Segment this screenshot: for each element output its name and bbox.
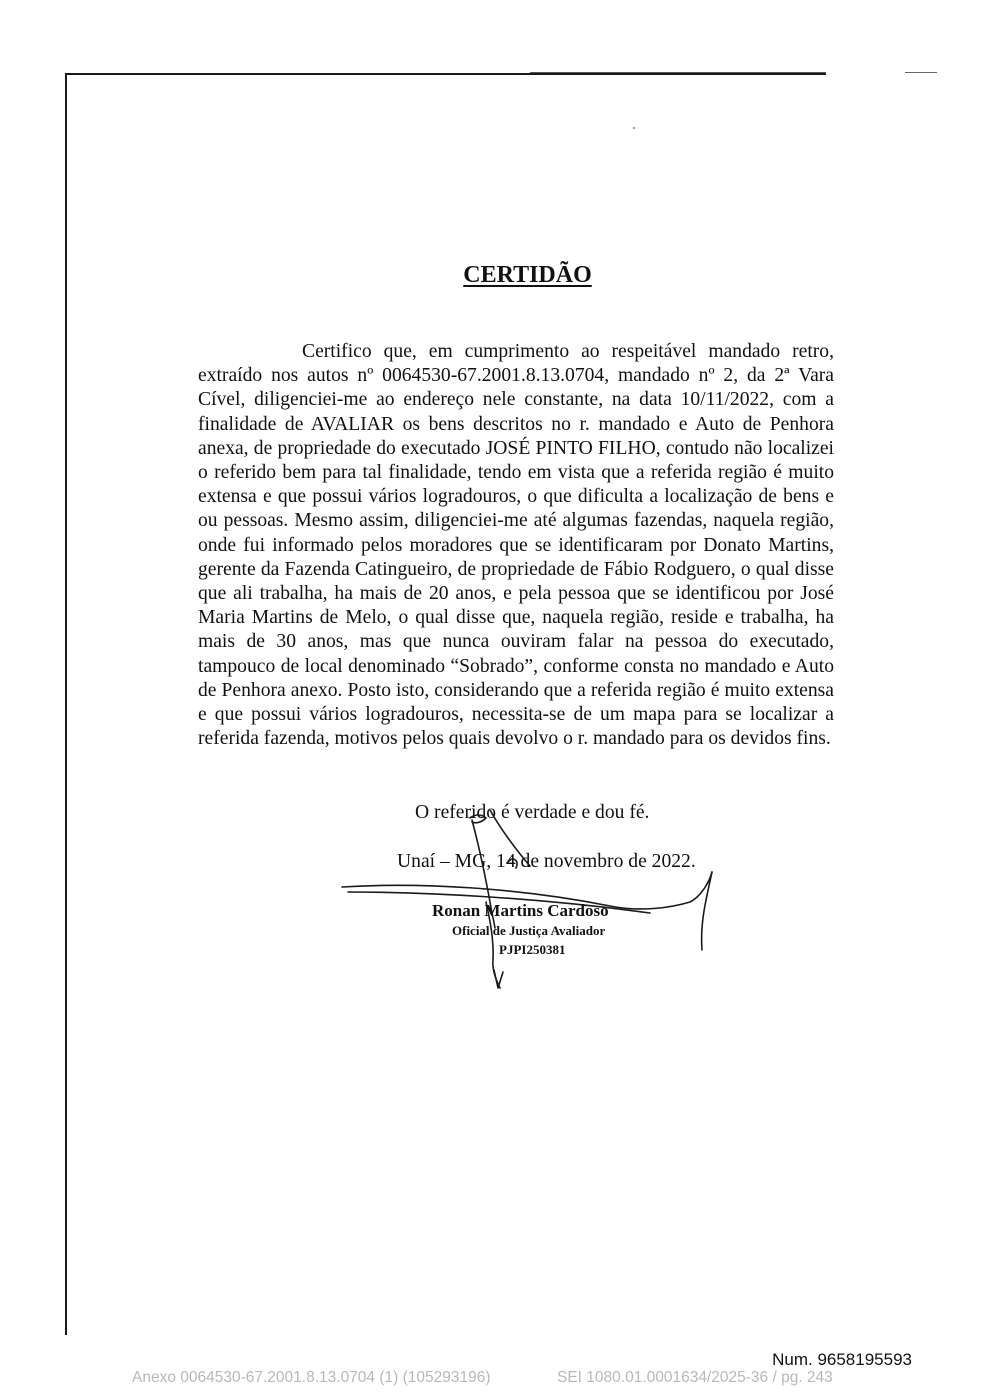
document-body-text: Certifico que, em cumprimento ao respeitável mandado retro, extraído nos autos nº 0064530-67.2001.8.13.0704, mandado nº 2, da 2ª Vara Cível, diligenciei-me ao endereço nele constante, na data 10/11/2022, com a finalidade de AVALIAR os bens descritos no r. mandado e Auto de Penhora anexa, de propriedade do executado JOSÉ PINTO FILHO, contudo não localizei o referido bem para tal finalidade, tendo em vista que a referida região é muito extensa e que possui vários logradouros, o que dificulta a localização de bens e ou pessoas. Mesmo assim, diligenciei-me até algumas fazendas, naquela região, onde fui informado pelos moradores que se identificaram por Donato Martins, gerente da Fazenda Catingueiro, de propriedade de Fábio Rodguero, o qual disse que ali trabalha, ha mais de 20 anos, e pela pessoa que se identificou por José Maria Martins de Melo, o qual disse que, naquela região, reside e trabalha, ha mais de 30 anos, mas que nunca ouviram falar na pessoa do executado, tampouco de local denominado “Sobrado”, conforme consta no mandado e Auto de Penhora anexo. Posto isto, considerando que a referida região é muito extensa e que possui vários logradouros, necessita-se de um mapa para se localizar a referida fazenda, motivos pelos quais devolvo o r. mandado para os devidos fins. (198, 341, 834, 750)
scan-border-top (66, 73, 826, 75)
place-and-date: Unaí – MG, 14 de novembro de 2022. (397, 851, 696, 872)
signer-name: Ronan Martins Cardoso (432, 901, 609, 920)
closing-statement: O referido é verdade e dou fé. (415, 802, 650, 823)
footer-sei-reference: SEI 1080.01.0001634/2025-36 / pg. 243 (557, 1369, 833, 1386)
document-title: CERTIDÃO (463, 262, 592, 288)
signer-id: PJPI250381 (499, 942, 566, 957)
document-number-stamp: Num. 9658195593 (772, 1350, 912, 1369)
scan-border-dash (905, 72, 937, 73)
footer-annex-reference: Anexo 0064530-67.2001.8.13.0704 (1) (105293196) (132, 1369, 491, 1386)
signer-role: Oficial de Justiça Avaliador (452, 923, 606, 938)
scan-border-top-secondary (530, 72, 826, 73)
document-body (198, 340, 834, 751)
scan-speck (633, 127, 635, 129)
